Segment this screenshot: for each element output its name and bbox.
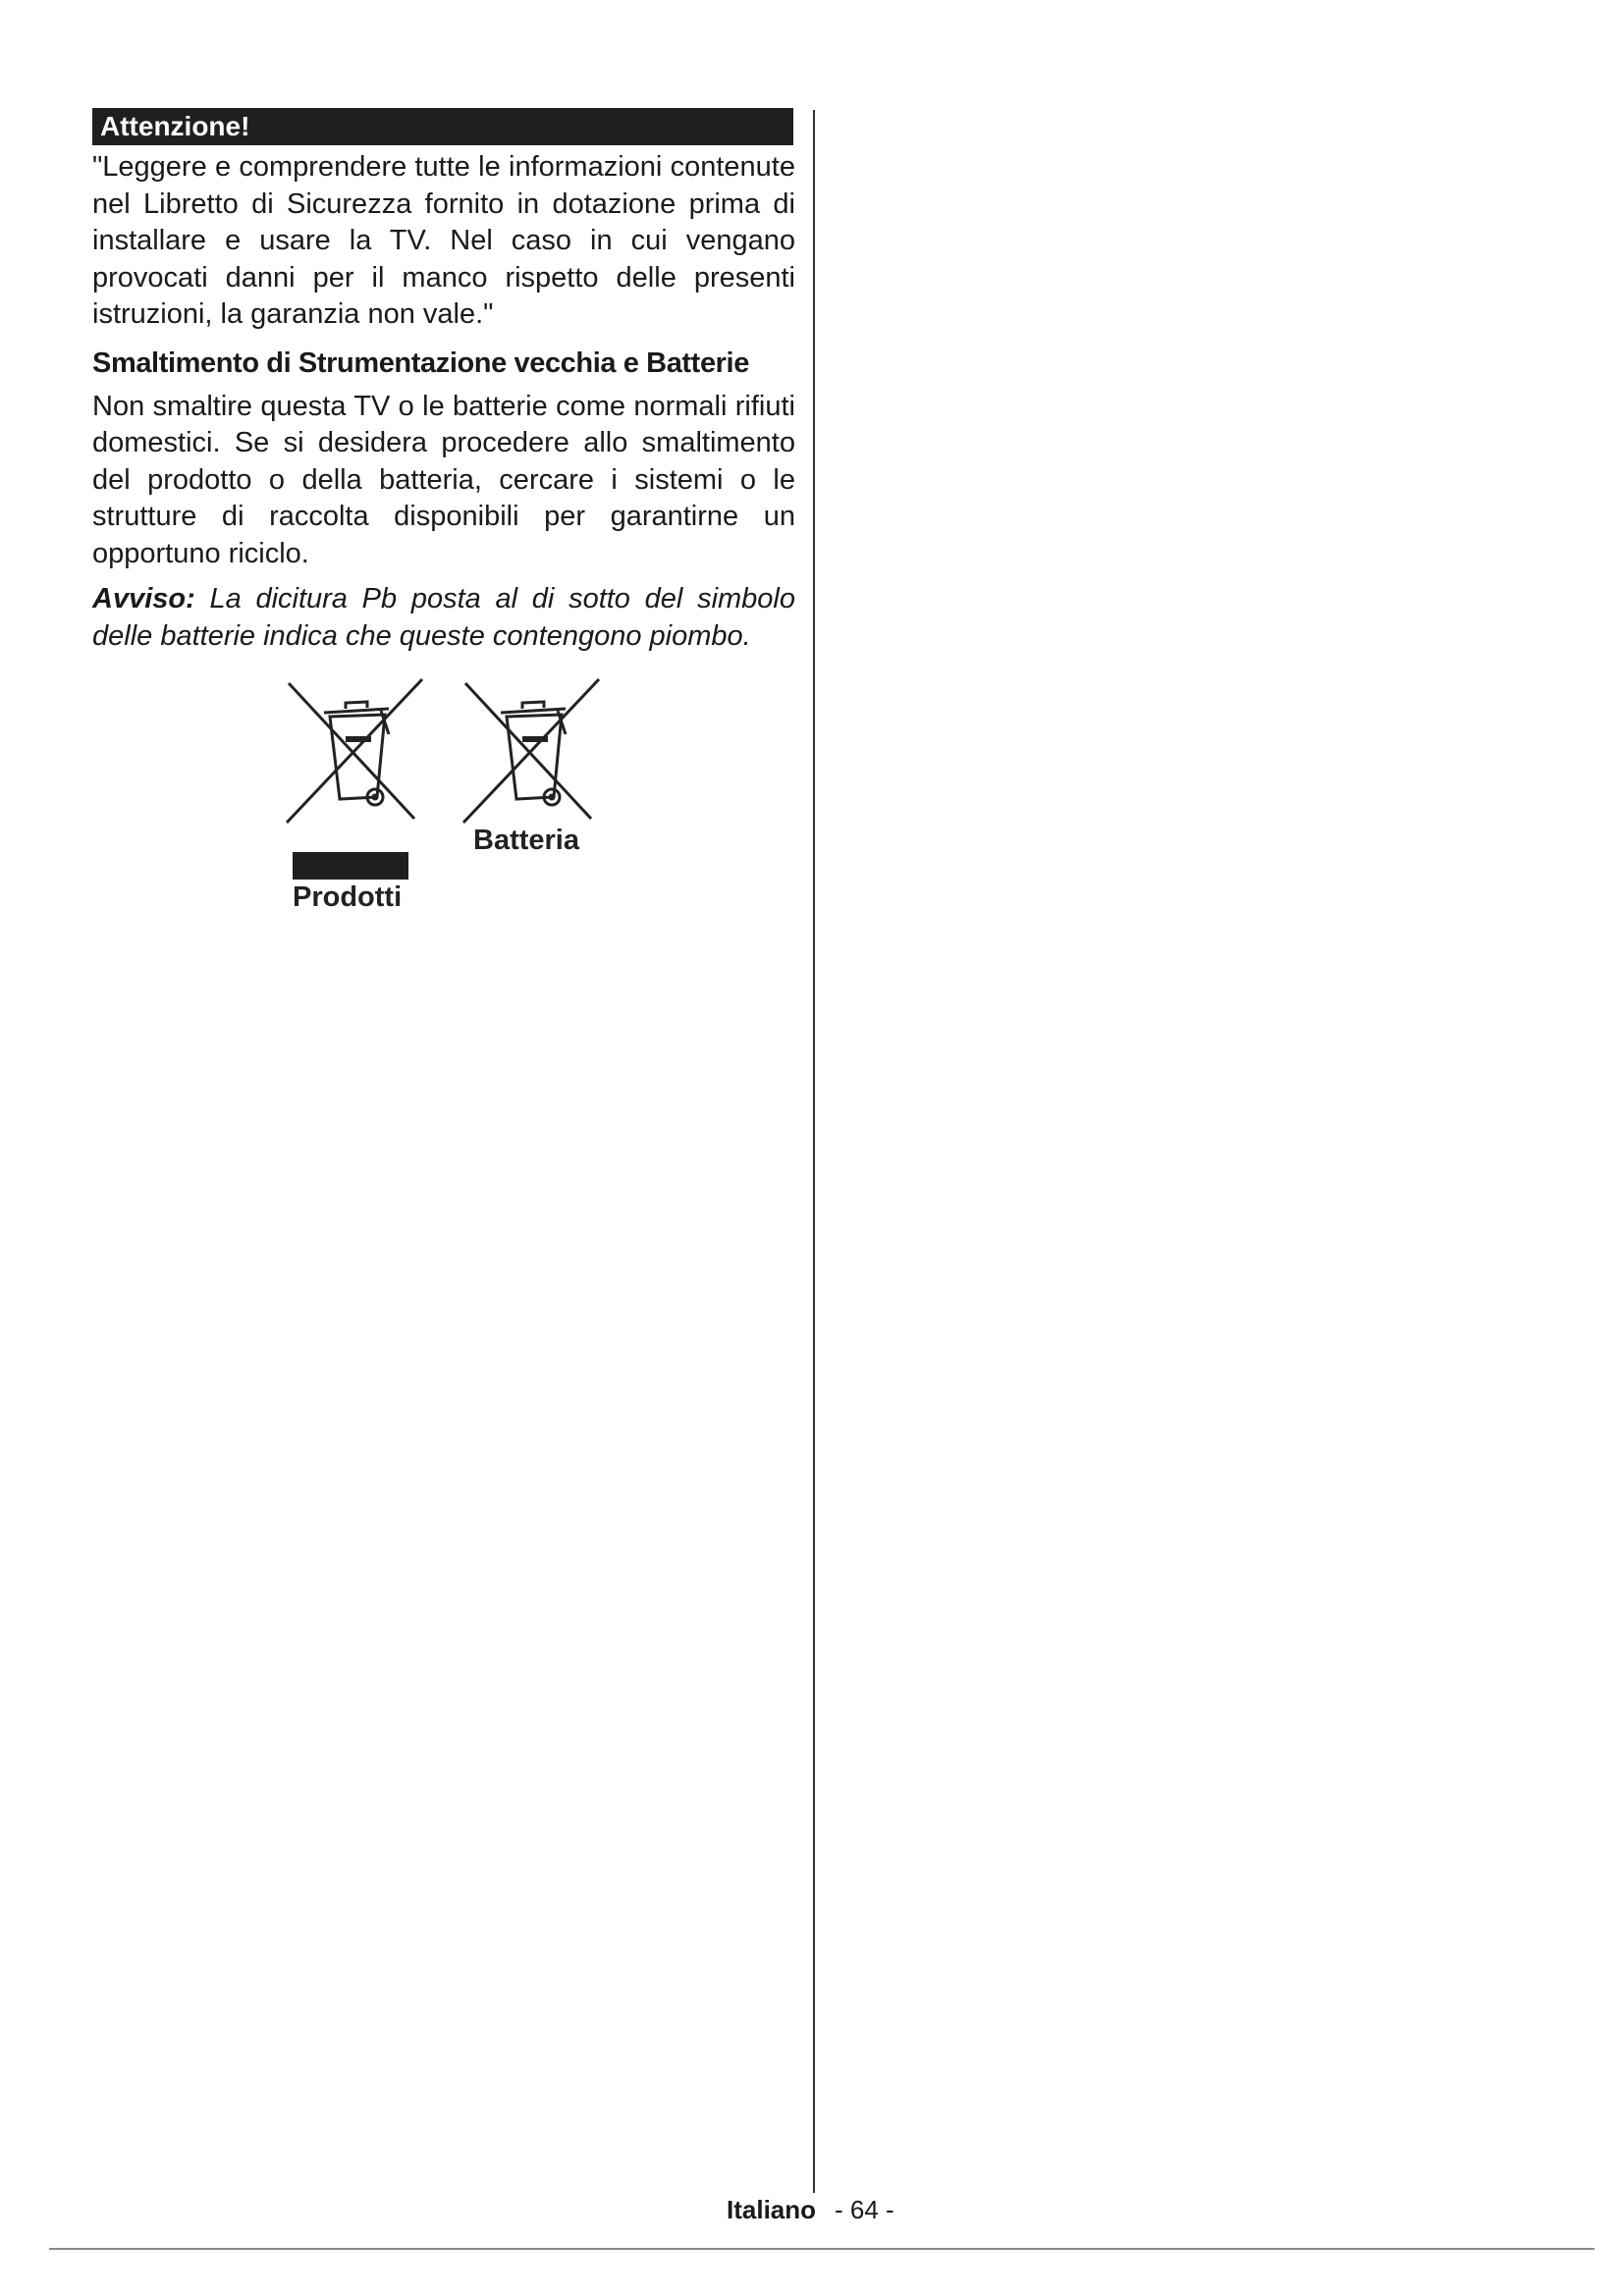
products-bin-icon [283, 675, 428, 825]
page-number: - 64 - [835, 2195, 894, 2224]
notice-label: Avviso: [92, 583, 195, 614]
battery-bin-icon [460, 675, 605, 825]
battery-label: Batteria [473, 825, 579, 856]
disposal-text: Non smaltire questa TV o le batterie come normali rifiuti domestici. Se si desidera procedere allo smaltimento del prodotto o della batteria, cercare i sistemi o le strutture di raccolta disponibili per garantirne un opportuno riciclo. [92, 390, 795, 569]
products-label: Prodotti [293, 881, 403, 913]
notice-paragraph [92, 580, 795, 655]
notice-text: La dicitura Pb posta al di sotto del simbolo delle batterie indica che queste contengono piombo. [92, 583, 795, 652]
warning-text: "Leggere e comprendere tutte le informazioni contenute nel Libretto di Sicurezza fornito in dotazione prima di installare e usare la TV. Nel caso in cui vengano provocati danni per il manco rispetto delle presenti istruzioni, la garanzia non vale." [92, 151, 795, 330]
disposal-heading: Smaltimento di Strumentazione vecchia e Batterie [92, 347, 749, 379]
footer-language: Italiano [727, 2195, 817, 2224]
bottom-rule [49, 2248, 1595, 2250]
warning-title: Attenzione! [92, 108, 793, 145]
column-divider [813, 110, 815, 2193]
main-column [92, 108, 795, 655]
products-black-bar [293, 852, 408, 880]
